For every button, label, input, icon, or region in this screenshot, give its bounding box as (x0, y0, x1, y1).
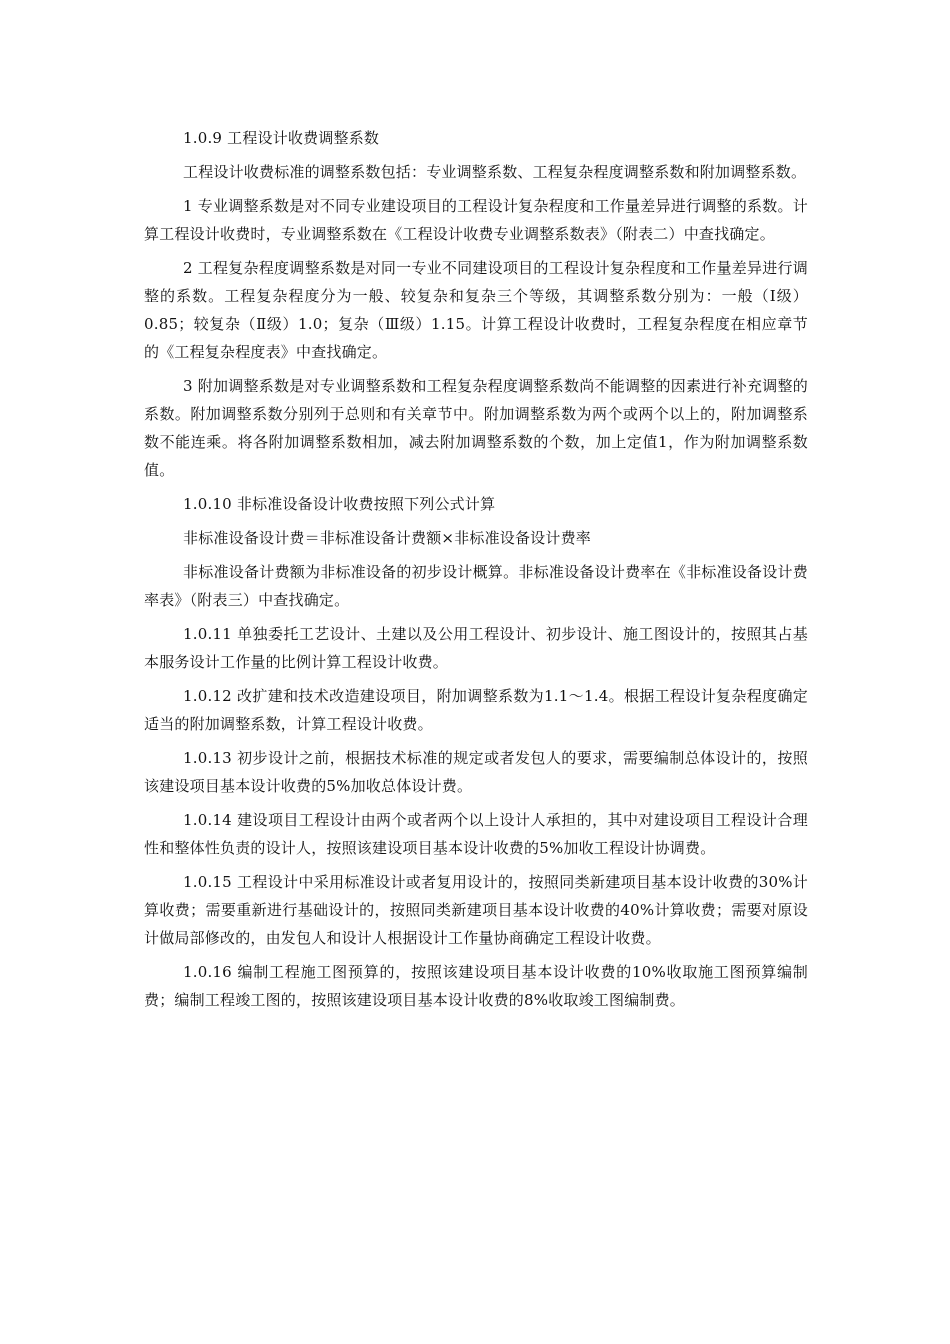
paragraph-1-0-13: 1.0.13 初步设计之前，根据技术标准的规定或者发包人的要求，需要编制总体设计的，按照该建设项目基本设计收费的5%加收总体设计费。 (144, 749, 808, 795)
paragraph-1-0-14: 1.0.14 建设项目工程设计由两个或者两个以上设计人承担的，其中对建设项目工程设计合理性和整体性负责的设计人，按照该建设项目基本设计收费的5%加收工程设计协调费。 (144, 811, 808, 857)
paragraph-1-0-16: 1.0.16 编制工程施工图预算的，按照该建设项目基本设计收费的10%收取施工图预算编制费；编制工程竣工图的，按照该建设项目基本设计收费的8%收取竣工图编制费。 (144, 963, 808, 1009)
formula-line: 非标准设备设计费＝非标准设备计费额×非标准设备设计费率 (183, 529, 591, 547)
section-heading-1-0-10: 1.0.10 非标准设备设计收费按照下列公式计算 (183, 495, 496, 513)
document-body (144, 124, 808, 1020)
paragraph-1-0-12: 1.0.12 改扩建和技术改造建设项目，附加调整系数为1.1～1.4。根据工程设计复杂程度确定适当的附加调整系数，计算工程设计收费。 (144, 687, 808, 733)
paragraph-1-0-15: 1.0.15 工程设计中采用标准设计或者复用设计的，按照同类新建项目基本设计收费的30%计算收费；需要重新进行基础设计的，按照同类新建项目基本设计收费的40%计算收费；需要对原设计做局部修改的，由发包人和设计人根据设计工作量协商确定工程设计收费。 (144, 873, 808, 947)
paragraph-1-0-11: 1.0.11 单独委托工艺设计、土建以及公用工程设计、初步设计、施工图设计的，按照其占基本服务设计工作量的比例计算工程设计收费。 (144, 625, 808, 671)
paragraph-item-3: 3 附加调整系数是对专业调整系数和工程复杂程度调整系数尚不能调整的因素进行补充调整的系数。附加调整系数分别列于总则和有关章节中。附加调整系数为两个或两个以上的，附加调整系数不能连乘。将各附加调整系数相加，减去附加调整系数的个数，加上定值1，作为附加调整系数值。 (144, 377, 808, 479)
paragraph-item-1: 1 专业调整系数是对不同专业建设项目的工程设计复杂程度和工作量差异进行调整的系数。计算工程设计收费时，专业调整系数在《工程设计收费专业调整系数表》（附表二）中查找确定。 (144, 197, 808, 243)
paragraph-nonstandard-equipment: 非标准设备计费额为非标准设备的初步设计概算。非标准设备设计费率在《非标准设备设计费率表》（附表三）中查找确定。 (144, 563, 808, 609)
section-heading-1-0-9: 1.0.9 工程设计收费调整系数 (183, 129, 380, 147)
paragraph-item-2: 2 工程复杂程度调整系数是对同一专业不同建设项目的工程设计复杂程度和工作量差异进行调整的系数。工程复杂程度分为一般、较复杂和复杂三个等级，其调整系数分别为：一般（Ⅰ级）0.85；较复杂（Ⅱ级）1.0；复杂（Ⅲ级）1.15。计算工程设计收费时，工程复杂程度在相应章节的《工程复杂程度表》中查找确定。 (144, 259, 808, 361)
paragraph-adjustment-coefficients: 工程设计收费标准的调整系数包括：专业调整系数、工程复杂程度调整系数和附加调整系数。 (183, 163, 807, 181)
